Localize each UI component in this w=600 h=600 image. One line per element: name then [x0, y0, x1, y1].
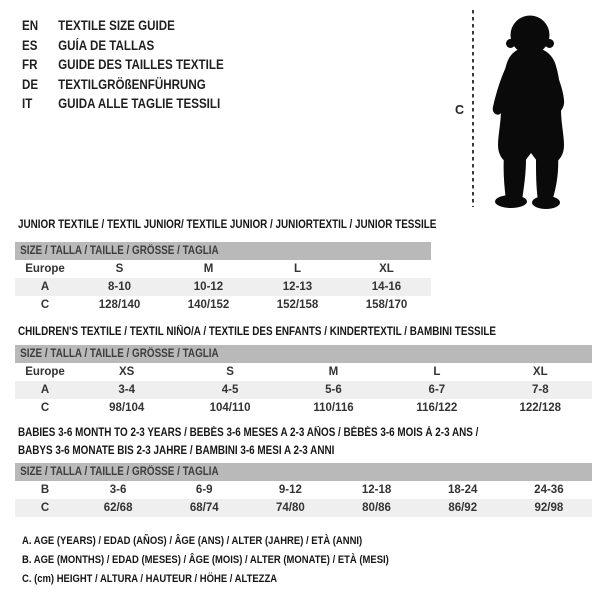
- size-cell: 18-24: [447, 484, 478, 496]
- size-cell: 12-18: [361, 484, 392, 496]
- height-measure-dashed-line: [472, 10, 474, 207]
- size-cell: 158/170: [365, 299, 408, 311]
- language-title: TEXTILE SIZE GUIDE: [58, 18, 175, 33]
- language-title: GUÍA DE TALLAS: [58, 37, 155, 53]
- size-cell: 10-12: [164, 278, 253, 296]
- language-code: EN: [22, 18, 39, 33]
- table-row-age: [15, 381, 592, 399]
- size-cell: 86/92: [420, 499, 506, 517]
- size-cell: 62/68: [75, 499, 161, 517]
- size-cell: M: [328, 366, 339, 378]
- legend-line-a: A. AGE (YEARS) / EDAD (AÑOS) / ÂGE (ANS) / ALTER (JAHRE) / ETÀ (ANNI): [22, 535, 363, 547]
- babies-section-heading: BABIES 3-6 MONTH TO 2-3 YEARS / BEBÉS 3-6 MESES A 2-3 AÑOS / BÉBÉS 3-6 MOIS À 2-3 ANS / BABYS 3-6 MONATE BIS 2-3 JAHRE / BAMBINI 3-6 MESI A 2-3 ANNI: [18, 427, 479, 457]
- size-cell: 6-7: [385, 381, 488, 399]
- table-row-europe: [15, 260, 431, 278]
- size-cell: 80/86: [333, 499, 419, 517]
- table-row-height: [15, 399, 592, 417]
- children-size-table: [15, 345, 592, 417]
- table-header-cell: SIZE / TALLA / TAILLE / GRÖSSE / TAGLIA: [15, 242, 431, 260]
- language-row-es: [22, 36, 224, 56]
- table-row-height: [15, 296, 431, 314]
- row-label: Europe: [25, 366, 65, 378]
- junior-section-heading: JUNIOR TEXTILE / TEXTIL JUNIOR/ TEXTILE JUNIOR / JUNIORTEXTIL / JUNIOR TESSILE: [18, 219, 437, 231]
- size-cell: 122/128: [519, 402, 562, 414]
- table-header-row: [15, 242, 431, 260]
- size-cell: 7-8: [489, 381, 592, 399]
- size-cell: L: [293, 263, 302, 275]
- language-code: ES: [22, 37, 38, 53]
- size-cell: 92/98: [506, 499, 592, 517]
- size-cell: 14-16: [342, 278, 431, 296]
- language-title-list: [22, 16, 257, 114]
- language-title: GUIDA ALLE TAGLIE TESSILI: [58, 96, 221, 112]
- size-cell: 152/158: [276, 299, 319, 311]
- junior-size-table: [15, 242, 431, 314]
- table-header-row: [15, 345, 592, 363]
- children-section-heading: CHILDREN'S TEXTILE / TEXTIL NIÑO/A / TEXTILE DES ENFANTS / KINDERTEXTIL / BAMBINI TESSILE: [18, 326, 497, 338]
- table-header-cell: SIZE / TALLA / TAILLE / GRÖSSE / TAGLIA: [15, 463, 592, 481]
- row-label: C: [40, 402, 50, 414]
- language-title: TEXTILGRÖßENFÜHRUNG: [58, 76, 206, 92]
- table-row-age: [15, 278, 431, 296]
- size-cell: 5-6: [282, 381, 385, 399]
- language-code: IT: [22, 96, 33, 112]
- size-cell: 24-36: [534, 484, 564, 496]
- table-header-cell: SIZE / TALLA / TAILLE / GRÖSSE / TAGLIA: [15, 345, 592, 363]
- row-label: B: [40, 484, 50, 496]
- toddler-silhouette-icon: [483, 7, 573, 209]
- language-row-fr: [22, 55, 224, 75]
- size-cell: 68/74: [161, 499, 247, 517]
- language-code: FR: [22, 57, 38, 73]
- table-row-europe: [15, 363, 592, 381]
- size-cell: S: [115, 263, 124, 275]
- size-cell: 8-10: [75, 278, 164, 296]
- language-code: DE: [22, 76, 39, 92]
- size-cell: 128/140: [98, 299, 141, 311]
- size-cell: 98/104: [109, 402, 145, 414]
- language-row-it: [22, 94, 224, 114]
- language-row-de: [22, 75, 224, 95]
- height-measure-label: C: [455, 103, 465, 117]
- size-cell: 4-5: [178, 381, 281, 399]
- size-cell: S: [226, 366, 234, 378]
- legend-line-b: B. AGE (MONTHS) / EDAD (MESES) / ÂGE (MOIS) / ALTER (MONATE) / ETÀ (MESI): [22, 554, 389, 566]
- size-cell: 12-13: [253, 278, 342, 296]
- row-label: A: [15, 381, 75, 399]
- size-cell: XL: [379, 263, 394, 275]
- language-row-en: [22, 16, 224, 36]
- legend-line-c: C. (cm) HEIGHT / ALTURA / HAUTEUR / HÖHE / ALTEZZA: [22, 573, 278, 585]
- size-cell: 116/122: [416, 402, 458, 414]
- row-label: Europe: [25, 263, 65, 275]
- size-cell: 9-12: [278, 484, 302, 496]
- table-row-height: [15, 499, 592, 517]
- row-label: A: [15, 278, 75, 296]
- size-cell: XL: [532, 366, 548, 378]
- size-cell: 3-4: [75, 381, 178, 399]
- measurement-legend: [22, 532, 449, 589]
- size-cell: 110/116: [313, 402, 354, 414]
- babies-size-table: [15, 463, 592, 517]
- size-cell: 74/80: [247, 499, 333, 517]
- table-row-age-months: [15, 481, 592, 499]
- size-cell: 3-6: [109, 484, 127, 496]
- language-title: GUIDE DES TAILLES TEXTILE: [58, 57, 224, 73]
- size-cell: L: [433, 366, 441, 378]
- row-label: C: [40, 299, 50, 311]
- table-header-row: [15, 463, 592, 481]
- size-cell: XS: [119, 366, 135, 378]
- size-cell: 104/110: [209, 402, 251, 414]
- size-cell: M: [203, 263, 214, 275]
- size-cell: 6-9: [195, 484, 213, 496]
- size-cell: 140/152: [187, 299, 230, 311]
- row-label: C: [15, 499, 75, 517]
